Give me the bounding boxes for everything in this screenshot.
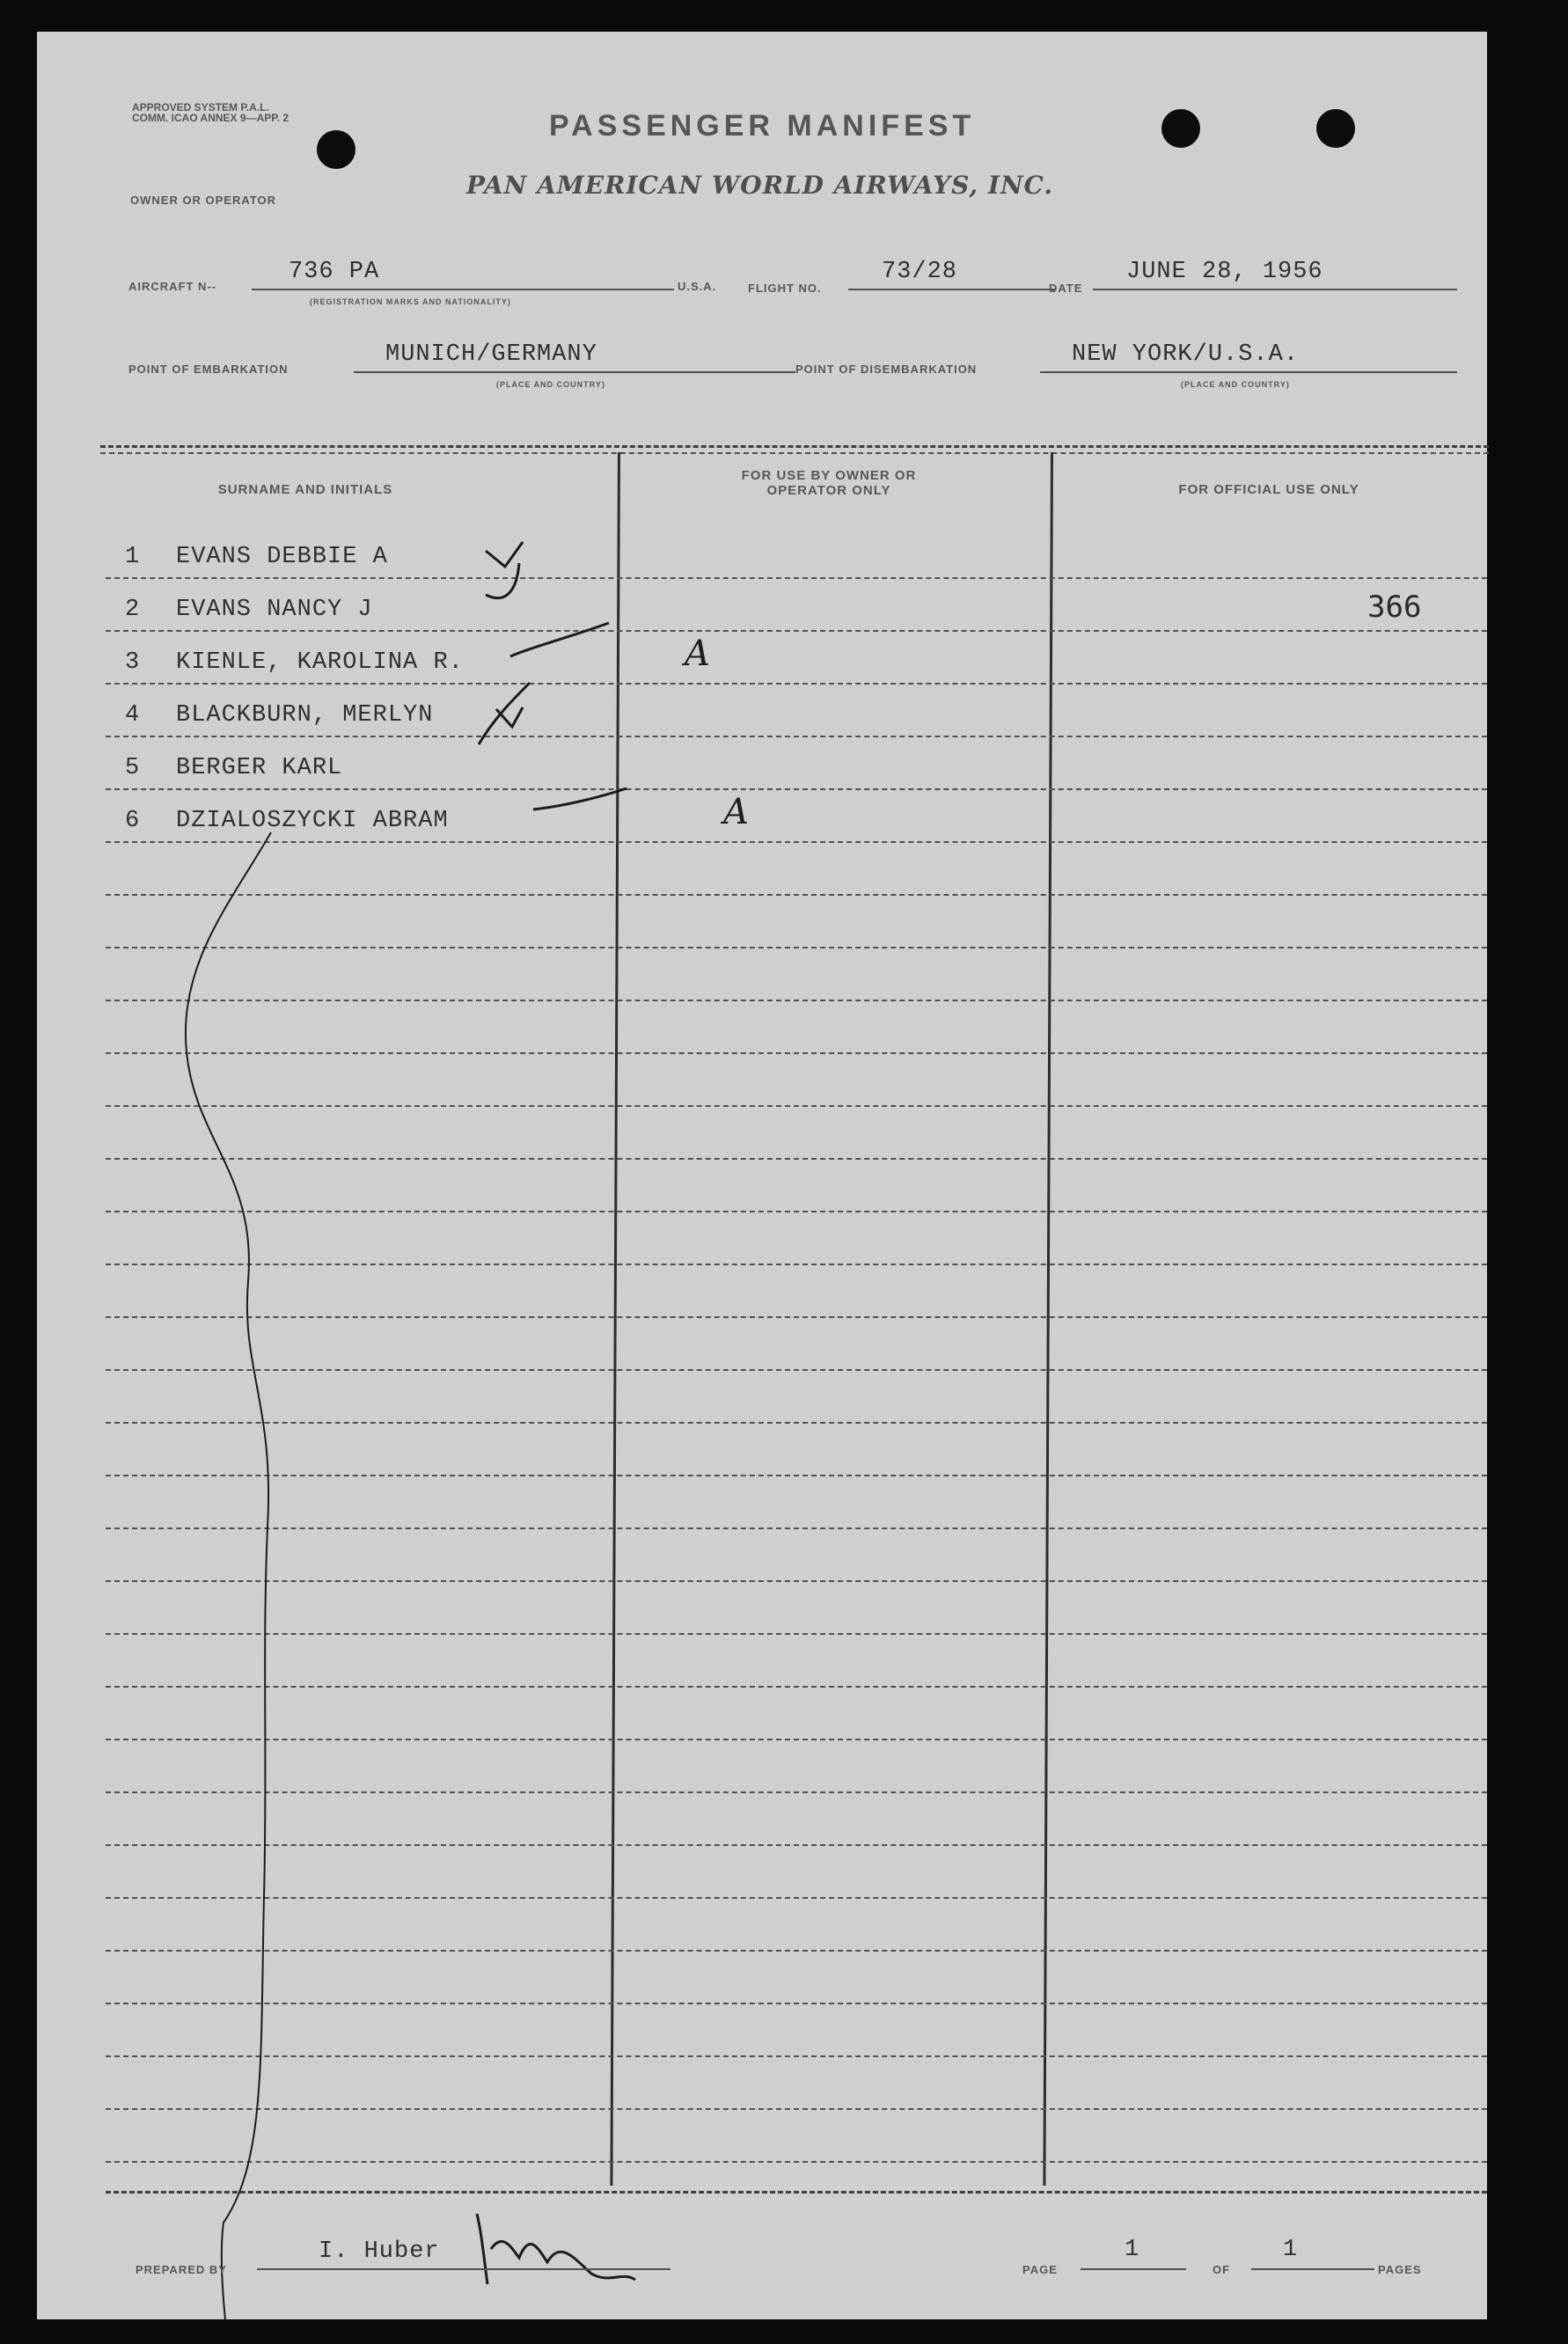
check-mark-1 bbox=[486, 542, 523, 567]
column-header-surname: SURNAME AND INITIALS bbox=[217, 482, 393, 497]
of-label: OF bbox=[1213, 2263, 1231, 2276]
embarkation-value: MUNICH/GERMANY bbox=[385, 341, 597, 368]
passenger-name: EVANS DEBBIE A bbox=[176, 544, 388, 570]
check-mark-6 bbox=[533, 788, 626, 809]
passenger-number: 2 bbox=[125, 597, 141, 623]
column-header-owner-use: FOR USE BY OWNER OR OPERATOR ONLY bbox=[741, 468, 917, 498]
passenger-name: BLACKBURN, MERLYN bbox=[176, 702, 434, 729]
embarkation-label: POINT OF EMBARKATION bbox=[128, 363, 289, 376]
passenger-name: EVANS NANCY J bbox=[176, 597, 373, 623]
disembarkation-sublabel: (PLACE AND COUNTRY) bbox=[1181, 380, 1290, 389]
passenger-name: KIENLE, KAROLINA R. bbox=[176, 649, 464, 676]
of-value: 1 bbox=[1283, 2237, 1299, 2263]
manifest-sheet bbox=[37, 32, 1487, 2319]
official-use-value: 366 bbox=[1367, 590, 1422, 625]
column-header-official-use: FOR OFFICIAL USE ONLY bbox=[1178, 482, 1359, 497]
passenger-name: DZIALOSZYCKI ABRAM bbox=[176, 808, 449, 834]
flight-no-label: FLIGHT NO. bbox=[748, 282, 822, 295]
embarkation-sublabel: (PLACE AND COUNTRY) bbox=[496, 380, 605, 389]
disembarkation-value: NEW YORK/U.S.A. bbox=[1072, 341, 1300, 368]
aircraft-value: 736 PA bbox=[289, 259, 380, 285]
prepared-by-value: I. Huber bbox=[319, 2238, 440, 2265]
page-label: PAGE bbox=[1022, 2263, 1058, 2276]
prepared-by-label: PREPARED BY bbox=[136, 2263, 227, 2276]
passenger-number: 1 bbox=[125, 544, 141, 570]
date-value: JUNE 28, 1956 bbox=[1126, 259, 1323, 285]
handwritten-marks bbox=[37, 32, 1487, 2319]
disembarkation-label: POINT OF DISEMBARKATION bbox=[795, 363, 978, 376]
passenger-number: 4 bbox=[125, 702, 141, 729]
aircraft-sublabel: (REGISTRATION MARKS AND NATIONALITY) bbox=[310, 297, 511, 306]
owner-operator-label: OWNER OR OPERATOR bbox=[130, 194, 277, 207]
usa-label: U.S.A. bbox=[678, 280, 717, 293]
check-mark-4 bbox=[479, 683, 530, 744]
flight-no-value: 73/28 bbox=[882, 259, 958, 285]
signature-scribble bbox=[477, 2214, 635, 2284]
owner-use-mark: A bbox=[685, 634, 710, 674]
check-mark-3 bbox=[510, 623, 609, 656]
passenger-number: 5 bbox=[125, 755, 141, 781]
airline-name: PAN AMERICAN WORLD AIRWAYS, INC. bbox=[466, 171, 1054, 200]
prepared-underline bbox=[257, 2268, 670, 2270]
passenger-number: 6 bbox=[125, 808, 141, 834]
aircraft-label: AIRCRAFT N-- bbox=[128, 280, 217, 293]
page-value: 1 bbox=[1125, 2237, 1140, 2263]
pages-label: PAGES bbox=[1378, 2263, 1422, 2276]
passenger-name: BERGER KARL bbox=[176, 755, 343, 781]
page-underline bbox=[1081, 2268, 1186, 2270]
of-underline bbox=[1251, 2268, 1374, 2270]
approval-stamp: APPROVED SYSTEM P.A.L. COMM. ICAO ANNEX 9—APP. 2 bbox=[132, 101, 289, 124]
owner-use-mark: A bbox=[723, 792, 749, 832]
date-label: DATE bbox=[1049, 282, 1083, 295]
passenger-number: 3 bbox=[125, 649, 141, 676]
check-mark-2 bbox=[486, 563, 519, 598]
form-title: PASSENGER MANIFEST bbox=[549, 109, 976, 143]
wavy-line bbox=[186, 832, 271, 2319]
check-mark-5 bbox=[496, 707, 523, 727]
